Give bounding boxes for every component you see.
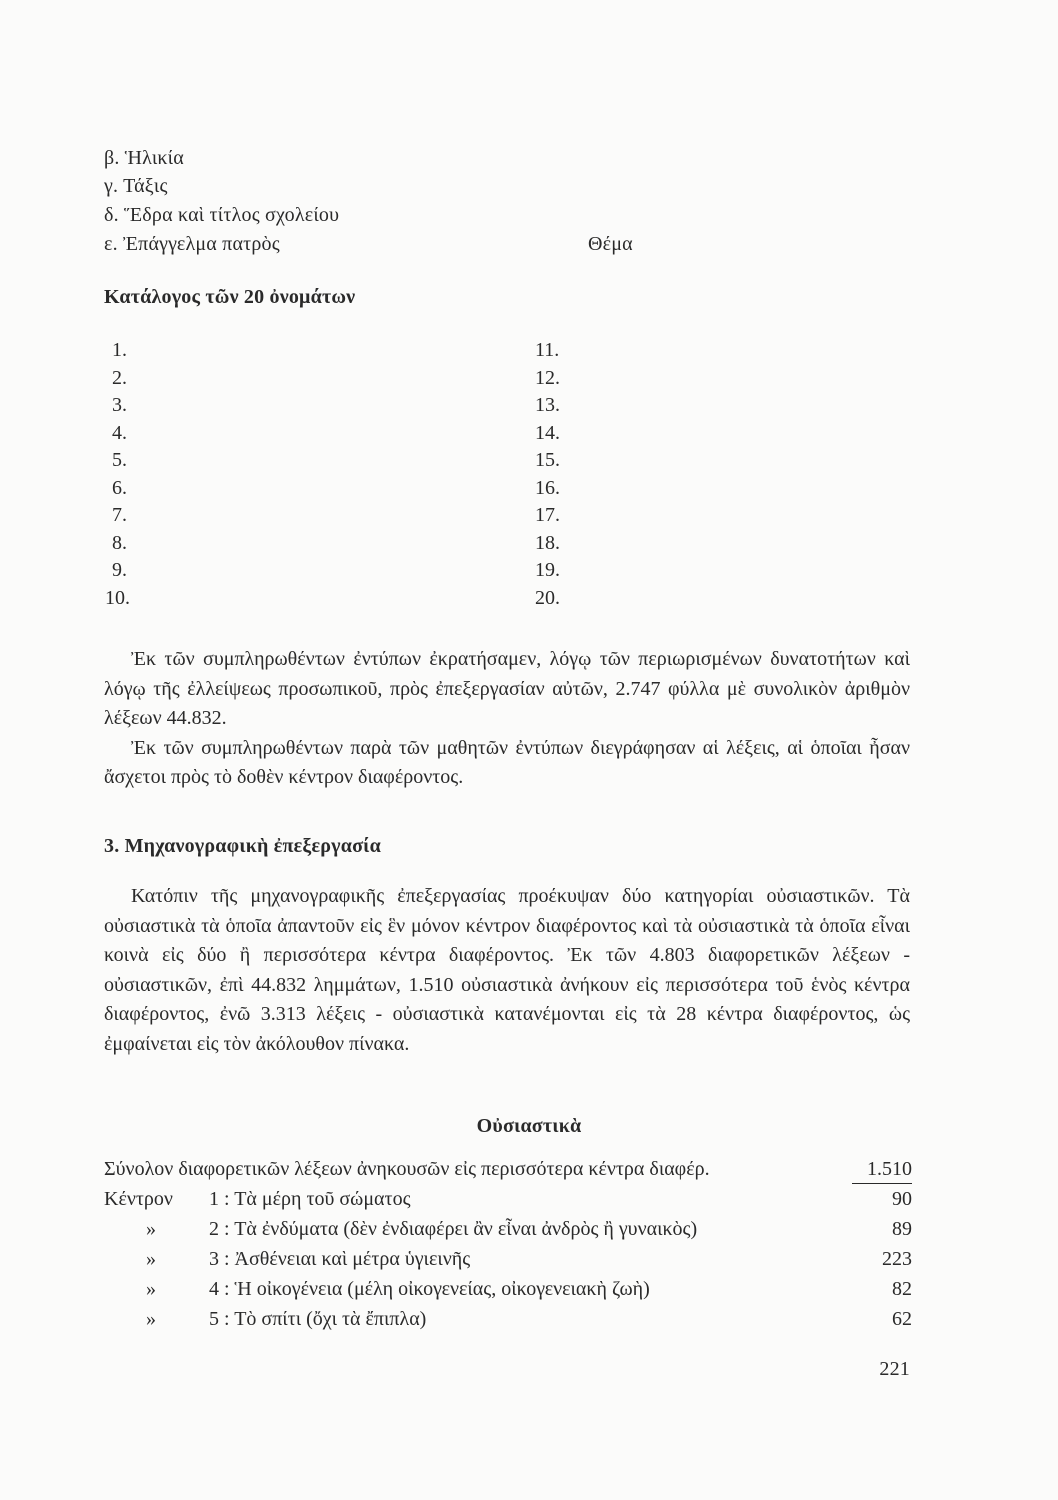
row-prefix: » [146, 1248, 156, 1270]
table-total-row [104, 1158, 912, 1188]
names-list-title: Κατάλογος τῶν 20 ὀνομάτων [104, 286, 356, 308]
row-prefix: » [146, 1218, 156, 1240]
theme-label: Θέμα [588, 233, 633, 255]
total-value: 1.510 [852, 1158, 912, 1184]
list-number: 19. [535, 559, 560, 581]
section-paragraph: Κατόπιν τῆς μηχανογραφικῆς ἐπεξεργασίας προέκυψαν δύο κατηγορίαι οὐσιαστικῶν. Τὰ οὐσιαστικὰ τὰ ὁποῖα ἀπαντοῦν εἰς ἓν μόνον κέντρον διαφέροντος καὶ τὰ οὐσιαστικὰ τὰ ὁποῖα εἶναι κοινὰ εἰς δύο ἢ περισσότερα κέντρα διαφέροντος. Ἐκ τῶν 4.803 διαφορετικῶν λέξεων - οὐσιαστικῶν, ἐπὶ 44.832 λημμάτων, 1.510 οὐσιαστικὰ ἀνήκουν εἰς περισσότερα τοῦ ἑνὸς κέντρα διαφέροντος, ἐνῶ 3.313 λέξεις - οὐσιαστικὰ κατανέμονται εἰς τὰ 28 κέντρα διαφέροντος, ὡς ἐμφαίνεται εἰς τὸν ἀκόλουθον πίνακα. [104, 885, 910, 1055]
list-number: 16. [535, 476, 560, 499]
intro-paragraph-2: Ἐκ τῶν συμπληρωθέντων παρὰ τῶν μαθητῶν ἐντύπων διεγράφησαν αἱ λέξεις, αἱ ὁποῖαι ἦσαν ἄσχετοι πρὸς τὸ δοθὲν κέντρον διαφέροντος. [104, 736, 910, 788]
numbers-left-column [105, 337, 130, 612]
row-label: 5 : Τὸ σπίτι (ὄχι τὰ ἔπιπλα) [209, 1308, 427, 1330]
list-number: 13. [535, 394, 560, 416]
table-row [104, 1188, 912, 1218]
numbers-right-column [535, 337, 560, 612]
page-number: 221 [879, 1358, 910, 1380]
nouns-table [104, 1158, 912, 1338]
list-number: 4. [112, 421, 127, 444]
row-value: 89 [892, 1218, 912, 1240]
header-item-school: δ. Ἕδρα καὶ τίτλος σχολείου [104, 204, 340, 226]
list-number: 2. [112, 366, 127, 389]
list-number: 5. [112, 449, 127, 471]
header-item-father-job: ε. Ἐπάγγελμα πατρὸς [104, 233, 280, 255]
header-item-class: γ. Τάξις [104, 175, 168, 197]
row-value: 90 [892, 1188, 912, 1210]
list-number: 20. [535, 586, 560, 609]
row-prefix: » [146, 1278, 156, 1300]
list-number: 10. [105, 586, 130, 609]
list-number: 3. [112, 394, 127, 416]
row-label: 3 : Ἀσθένειαι καὶ μέτρα ὑγιεινῆς [209, 1248, 471, 1270]
list-number: 18. [535, 531, 560, 554]
list-number: 8. [112, 531, 127, 554]
list-number: 17. [535, 504, 560, 526]
table-row [104, 1278, 912, 1308]
row-prefix: » [146, 1308, 156, 1330]
list-number: 14. [535, 421, 560, 444]
list-number: 11. [535, 339, 560, 361]
section-heading: 3. Μηχανογραφικὴ ἐπεξεργασία [104, 835, 381, 857]
table-row [104, 1248, 912, 1278]
row-label: 4 : Ἡ οἰκογένεια (μέλη οἰκογενείας, οἰκογενειακὴ ζωὴ) [209, 1278, 650, 1300]
table-title: Οὐσιαστικὰ [476, 1115, 582, 1137]
intro-text [104, 645, 910, 793]
row-prefix: Κέντρον [104, 1188, 173, 1210]
row-value: 62 [892, 1308, 912, 1330]
list-number: 1. [112, 339, 127, 361]
intro-paragraph-1: Ἐκ τῶν συμπληρωθέντων ἐντύπων ἐκρατήσαμεν, λόγῳ τῶν περιωρισμένων δυνατοτήτων καὶ λόγῳ τῆς ἐλλείψεως προσωπικοῦ, πρὸς ἐπεξεργασίαν αὐτῶν, 2.747 φύλλα μὲ συνολικὸν ἀριθμὸν λέξεων 44.832. [104, 648, 910, 729]
list-number: 15. [535, 449, 560, 471]
section-body [104, 882, 910, 1059]
table-row [104, 1218, 912, 1248]
row-value: 82 [892, 1278, 912, 1300]
list-number: 7. [112, 504, 127, 526]
header-item-age: β. Ἡλικία [104, 147, 184, 169]
list-number: 9. [112, 559, 127, 581]
row-value: 223 [882, 1248, 912, 1270]
list-number: 6. [112, 476, 127, 499]
list-number: 12. [535, 366, 560, 389]
table-row [104, 1308, 912, 1338]
total-label: Σύνολον διαφορετικῶν λέξεων ἀνηκουσῶν εἰς περισσότερα κέντρα διαφέρ. [104, 1158, 710, 1180]
row-label: 2 : Τὰ ἐνδύματα (δὲν ἐνδιαφέρει ἂν εἶναι ἀνδρὸς ἢ γυναικὸς) [209, 1218, 698, 1240]
row-label: 1 : Τὰ μέρη τοῦ σώματος [209, 1188, 411, 1210]
